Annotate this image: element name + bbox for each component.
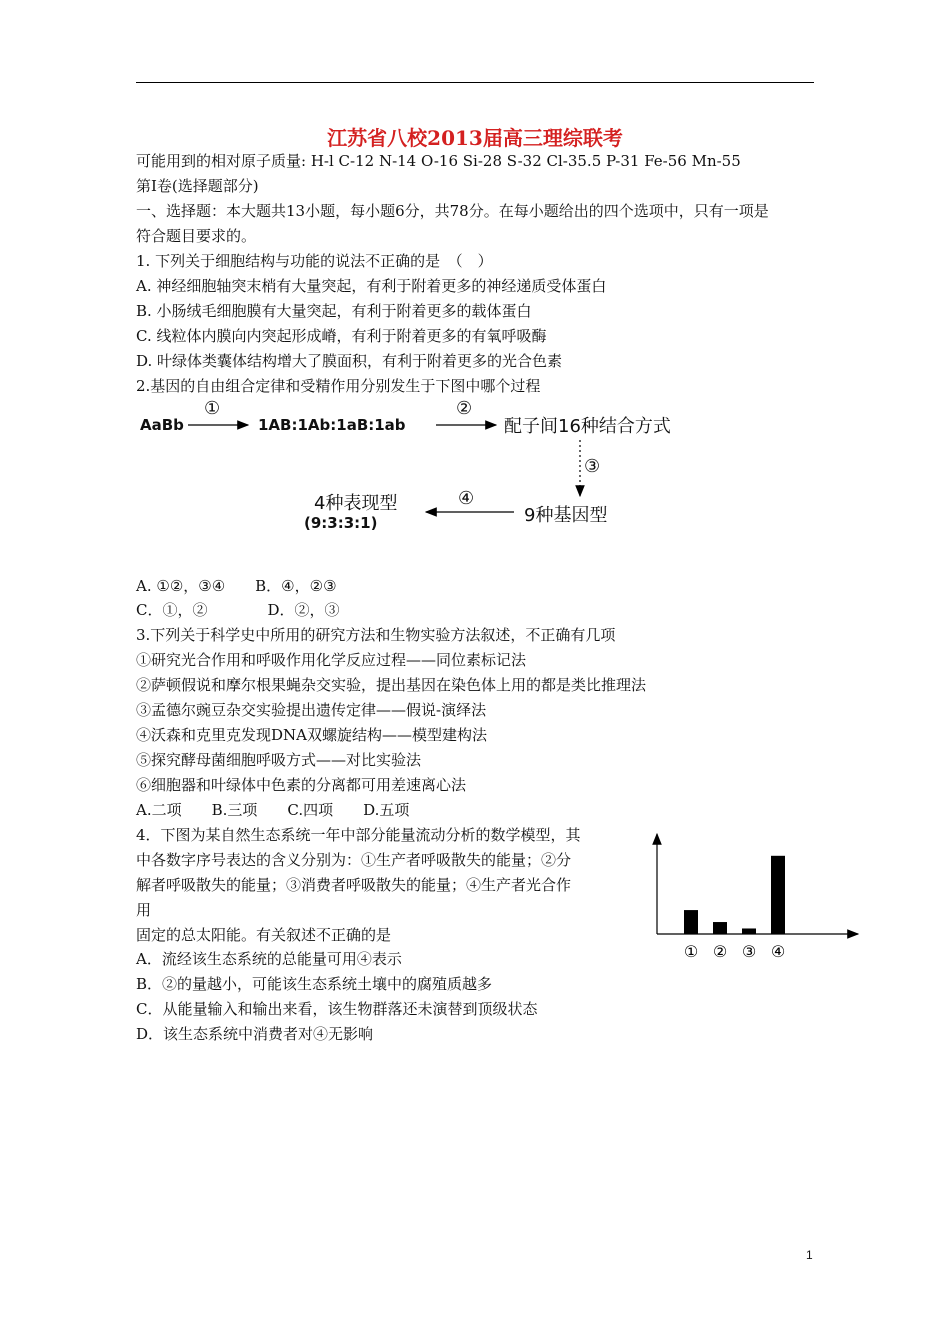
bar-3: [742, 928, 756, 934]
q1-option-b: B. 小肠绒毛细胞膜有大量突起，有利于附着更多的载体蛋白: [136, 302, 532, 320]
instructions-line-2: 符合题目要求的。: [136, 227, 257, 245]
bar-label-2: ②: [712, 942, 728, 961]
q2-options-ab: A. ①②，③④ B．④，②③: [136, 577, 337, 595]
q4-option-a: A．流经该生态系统的总能量可用④表示: [136, 950, 402, 968]
atomic-mass-line: 可能用到的相对原子质量: H-l C-12 N-14 O-16 Si-28 S-32 Cl-35.5 P-31 Fe-56 Mn-55: [136, 152, 741, 170]
q3-options: A.二项 B.三项 C.四项 D.五项: [136, 801, 410, 819]
flow-step-4: ④: [458, 488, 475, 509]
q3-item-6: ⑥细胞器和叶绿体中色素的分离都可用差速离心法: [136, 776, 467, 794]
bar-label-1: ①: [683, 942, 699, 961]
question-1: 1. 下列关于细胞结构与功能的说法不正确的是 （ ）: [136, 252, 493, 270]
question-4-line-2: 中各数字序号表达的含义分别为：①生产者呼吸散失的能量；②分: [136, 851, 572, 869]
question-4-line-3: 解者呼吸散失的能量；③消费者呼吸散失的能量；④生产者光合作: [136, 876, 572, 894]
energy-bar-chart: [640, 830, 865, 965]
q2-options-cd: C．①，② D．②，③: [136, 601, 340, 619]
flow-genotypes: 9种基因型: [524, 505, 608, 526]
q3-item-5: ⑤探究酵母菌细胞呼吸方式——对比实验法: [136, 751, 422, 769]
page-number: 1: [806, 1248, 813, 1262]
header-rule: [136, 82, 814, 83]
bar-4: [771, 856, 785, 934]
bar-2: [713, 922, 727, 934]
q3-item-3: ③孟德尔豌豆杂交实验提出遗传定律——假说-演绎法: [136, 701, 487, 719]
exam-title: 江苏省八校2013届高三理综联考: [327, 126, 623, 150]
flow-gametes: 1AB:1Ab:1aB:1ab: [258, 416, 406, 434]
q1-option-d: D. 叶绿体类囊体结构增大了膜面积，有利于附着更多的光合色素: [136, 352, 563, 370]
flow-step-1: ①: [204, 398, 221, 419]
chart-svg: [640, 830, 865, 965]
q3-item-4: ④沃森和克里克发现DNA双螺旋结构——模型建构法: [136, 726, 487, 744]
part-heading: 第Ⅰ卷(选择题部分): [136, 177, 259, 195]
question-4-line-5: 固定的总太阳能。有关叙述不正确的是: [136, 926, 392, 944]
q3-item-1: ①研究光合作用和呼吸作用化学反应过程——同位素标记法: [136, 651, 527, 669]
bar-label-4: ④: [770, 942, 786, 961]
q1-option-a: A. 神经细胞轴突末梢有大量突起，有利于附着更多的神经递质受体蛋白: [136, 277, 607, 295]
flow-step-2: ②: [456, 398, 473, 419]
q4-option-b: B．②的量越小，可能该生态系统土壤中的腐殖质越多: [136, 975, 493, 993]
q3-item-2: ②萨顿假说和摩尔根果蝇杂交实验，提出基因在染色体上用的都是类比推理法: [136, 676, 647, 694]
question-4-line-1: 4．下图为某自然生态系统一年中部分能量流动分析的数学模型，其: [136, 826, 581, 844]
instructions-line-1: 一、选择题：本大题共13小题，每小题6分，共78分。在每小题给出的四个选项中，只有一项是: [136, 202, 769, 220]
question-4-line-4: 用: [136, 901, 152, 919]
flow-start: AaBb: [140, 416, 184, 434]
flow-combos: 配子间16种结合方式: [504, 416, 671, 437]
flow-ratio: (9:3:3:1): [304, 514, 378, 532]
bar-1: [684, 910, 698, 934]
bar-label-3: ③: [741, 942, 757, 961]
q1-option-c: C. 线粒体内膜向内突起形成嵴，有利于附着更多的有氧呼吸酶: [136, 327, 547, 345]
flow-step-3: ③: [584, 456, 601, 477]
question-3: 3.下列关于科学史中所用的研究方法和生物实验方法叙述，不正确有几项: [136, 626, 616, 644]
q4-option-c: C．从能量输入和输出来看，该生物群落还未演替到顶级状态: [136, 1000, 538, 1018]
q4-option-d: D．该生态系统中消费者对④无影响: [136, 1025, 374, 1043]
genetics-flow-diagram: [136, 398, 696, 538]
flow-phenotypes: 4种表现型: [314, 493, 398, 514]
question-2: 2.基因的自由组合定律和受精作用分别发生于下图中哪个过程: [136, 377, 541, 395]
